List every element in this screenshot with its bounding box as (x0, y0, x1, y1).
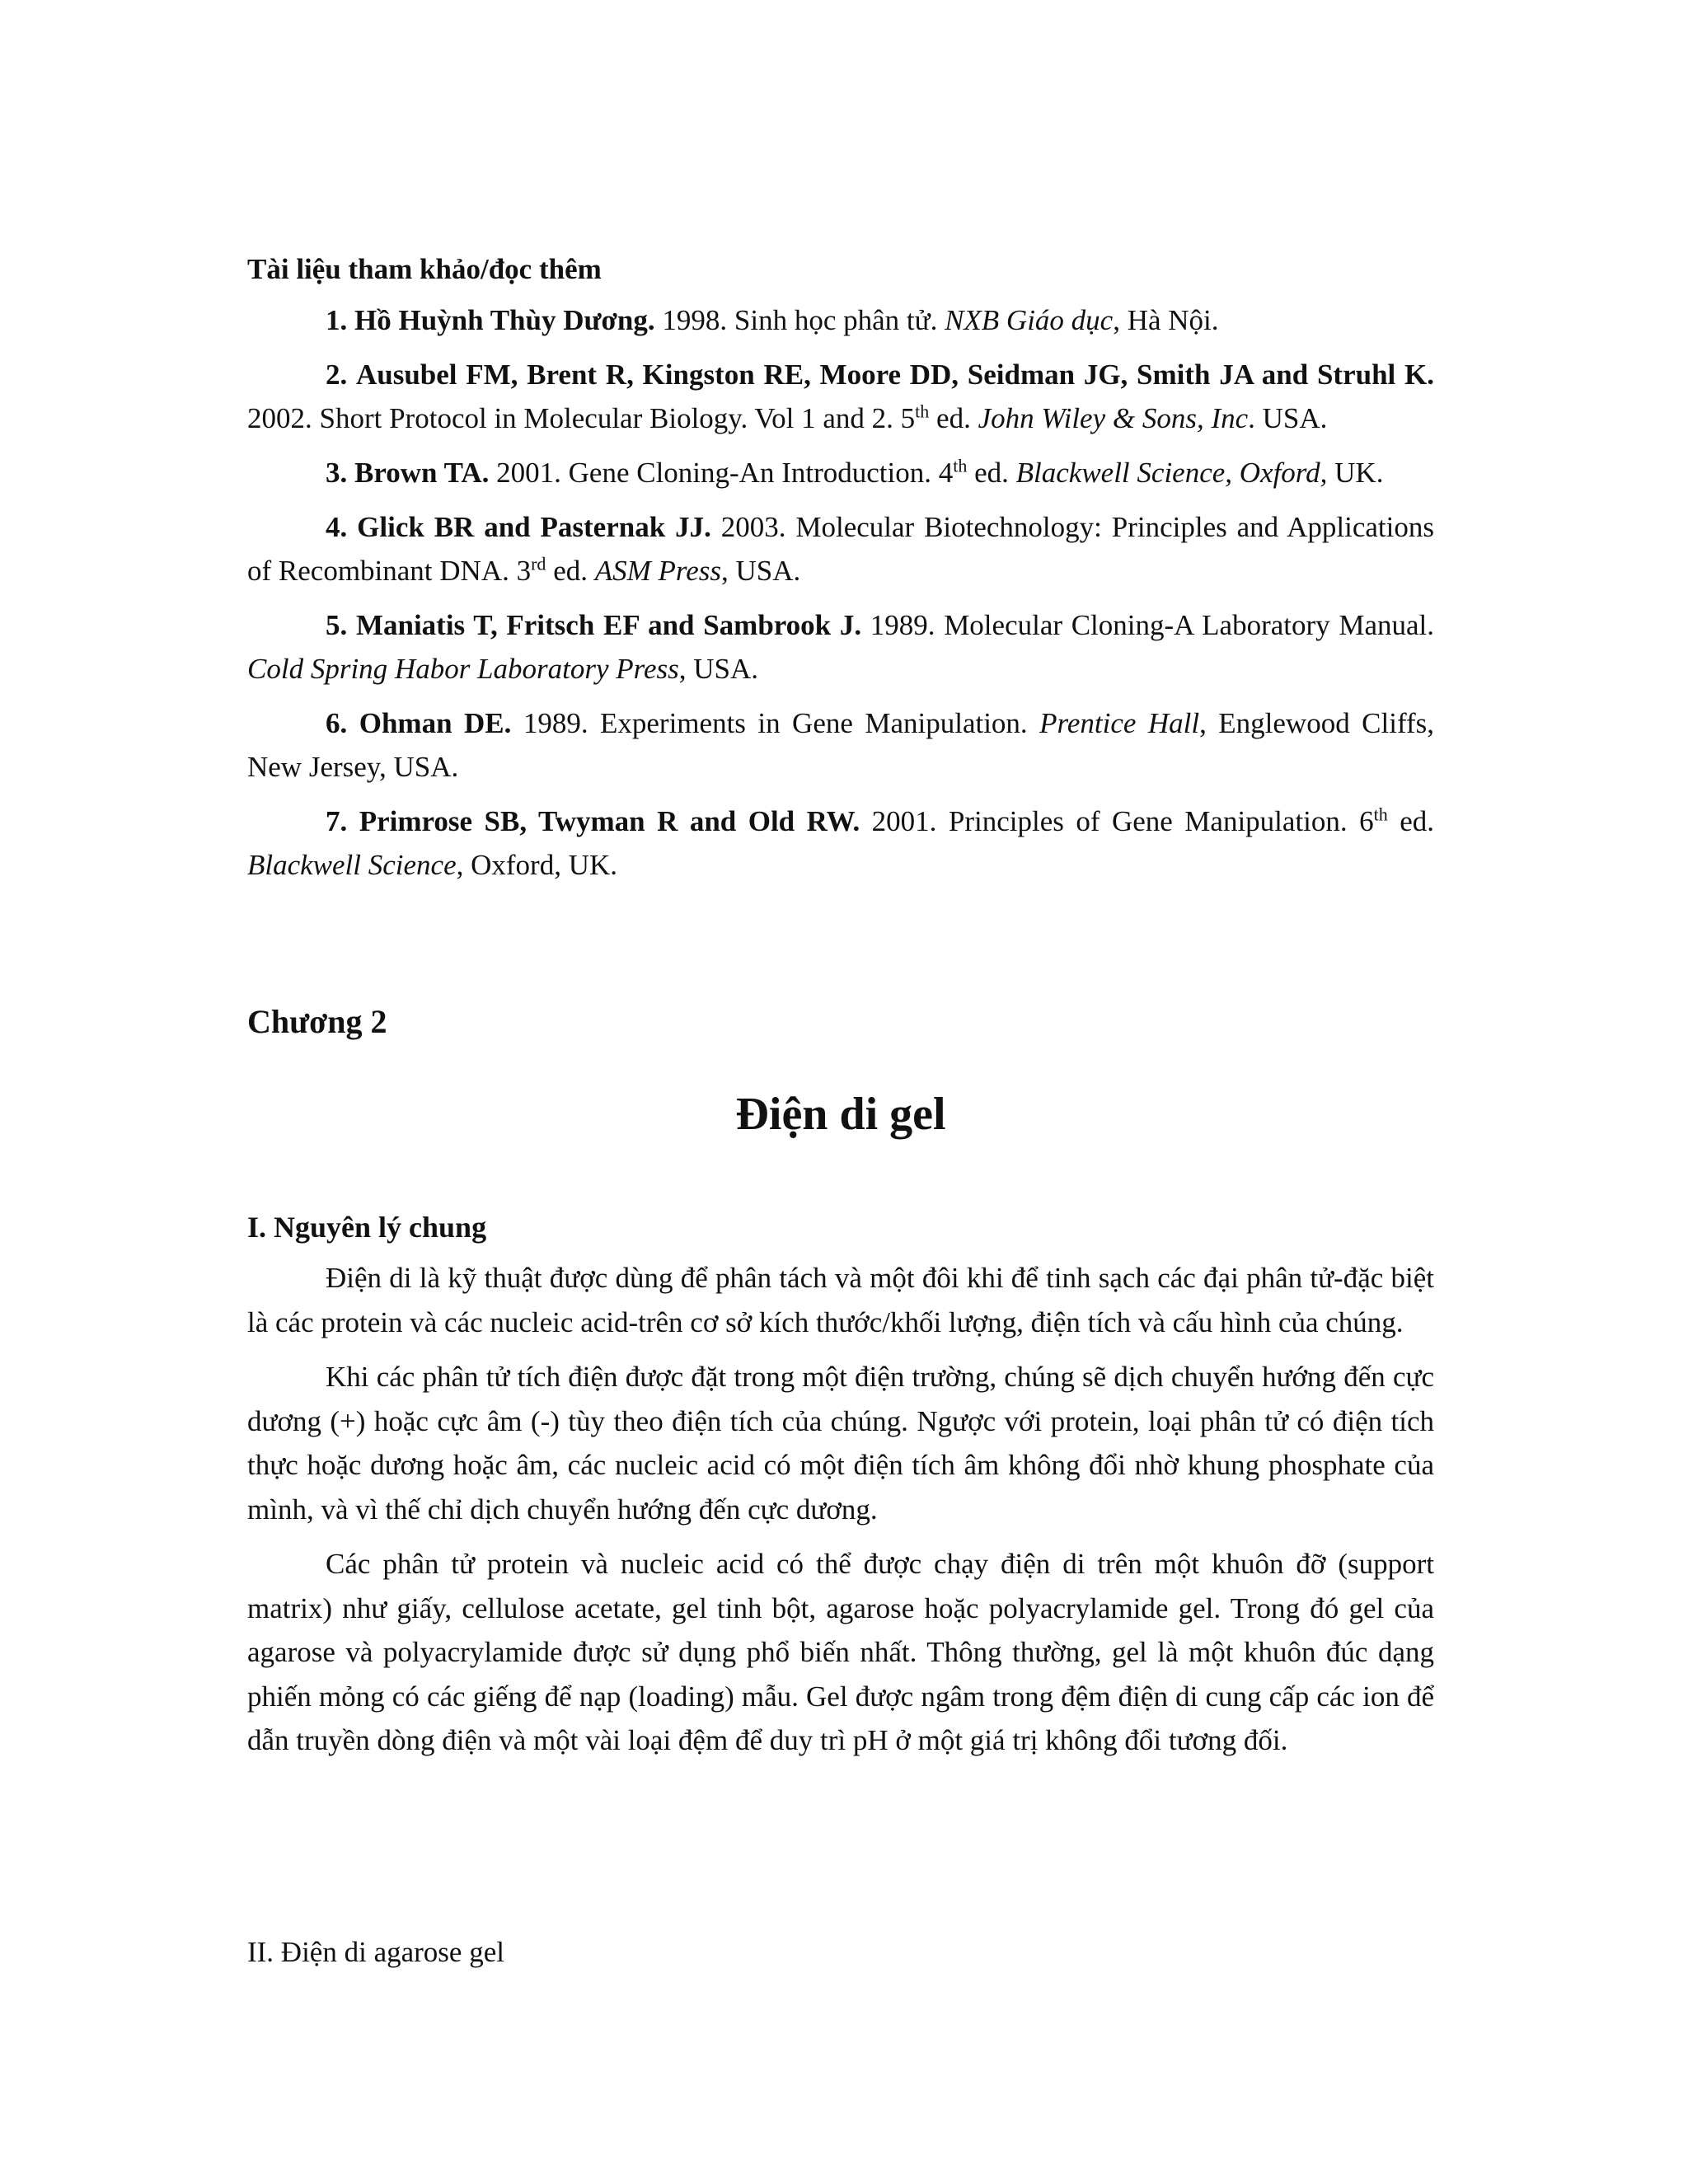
reference-body: 1989. Molecular Cloning-A Laboratory Manual. (861, 609, 1434, 641)
reference-number: 6. (326, 707, 348, 739)
reference-tail: , Hà Nội. (1113, 304, 1219, 336)
reference-mid: ed. (967, 457, 1016, 489)
reference-authors: Hồ Huỳnh Thùy Dương. (354, 304, 655, 336)
reference-tail: , USA. (721, 555, 801, 587)
reference-number: 7. (326, 805, 348, 837)
reference-mid: ed. (546, 555, 595, 587)
reference-edition-suffix: rd (531, 553, 546, 574)
reference-authors: Glick BR and Pasternak JJ. (357, 511, 711, 543)
section-body (247, 1256, 1434, 1774)
reference-tail: UK. (1327, 457, 1384, 489)
reference-publisher: Blackwell Science, Oxford, (1015, 457, 1328, 489)
section-heading-principles: I. Nguyên lý chung (247, 1211, 487, 1244)
reference-authors: Maniatis T, Fritsch EF and Sambrook J. (355, 609, 862, 641)
paragraph-2: Khi các phân tử tích điện được đặt trong một điện trường, chúng sẽ dịch chuyển hướng đến cực dương (+) hoặc cực âm (-) tùy theo điện tích của chúng. Ngược với protein, loại phân tử có điện tích thực hoặc dương hoặc âm, các nucleic acid có một điện tích âm không đổi nhờ khung phosphate của mình, và vì thế chỉ dịch chuyển hướng đến cực dương. (247, 1361, 1434, 1526)
reference-publisher: Blackwell Science (247, 849, 457, 881)
reference-tail: . USA. (1248, 402, 1328, 434)
reference-publisher: Cold Spring Habor Laboratory Press (247, 653, 679, 685)
reference-item-6 (247, 701, 1434, 789)
reference-item-7 (247, 799, 1434, 887)
paragraph-3: Các phân tử protein và nucleic acid có thể được chạy điện di trên một khuôn đỡ (support matrix) như giấy, cellulose acetate, gel tinh bột, agarose hoặc polyacrylamide gel. Trong đó gel của agarose và polyacrylamide được sử dụng phổ biến nhất. Thông thường, gel là một khuôn đúc dạng phiến mỏng có các giếng để nạp (loading) mẫu. Gel được ngâm trong đệm điện di cung cấp các ion để dẫn truyền dòng điện và một vài loại đệm để duy trì pH ở một giá trị không đổi tương đối. (247, 1548, 1434, 1756)
reference-body: 2003. Molecular Biotechnology: Principles and Applications of Recombinant DNA. 3 (247, 511, 1434, 587)
reference-body: 2001. Principles of Gene Manipulation. 6 (860, 805, 1374, 837)
reference-item-3 (247, 451, 1434, 494)
reference-tail: , USA. (678, 653, 759, 685)
reference-edition-suffix: th (953, 455, 968, 476)
reference-publisher: John Wiley & Sons, Inc (978, 402, 1249, 434)
chapter-label: Chương 2 (247, 1003, 387, 1040)
reference-authors: Ausubel FM, Brent R, Kingston RE, Moore DD, Seidman JG, Smith JA and Struhl K. (355, 359, 1434, 391)
reference-number: 1. (326, 304, 348, 336)
reference-number: 5. (326, 609, 348, 641)
reference-item-4 (247, 505, 1434, 593)
reference-tail: , Englewood Cliffs, New Jersey, USA. (247, 707, 1434, 783)
reference-item-1 (247, 298, 1434, 342)
reference-number: 3. (326, 457, 348, 489)
reference-mid: ed. (929, 402, 978, 434)
reference-body: 2001. Gene Cloning-An Introduction. 4 (489, 457, 954, 489)
reference-publisher: ASM Press (594, 555, 721, 587)
reference-publisher: Prentice Hall (1039, 707, 1200, 739)
reference-item-2 (247, 353, 1434, 440)
section-heading-agarose: II. Điện di agarose gel (247, 1936, 504, 1968)
reference-publisher: NXB Giáo dục (945, 304, 1114, 336)
reference-item-5 (247, 603, 1434, 691)
reference-authors: Brown TA. (354, 457, 490, 489)
reference-edition-suffix: th (915, 401, 930, 422)
reference-number: 2. (326, 359, 348, 391)
reference-authors: Primrose SB, Twyman R and Old RW. (359, 805, 860, 837)
reference-body: 1989. Experiments in Gene Manipulation. (511, 707, 1040, 739)
paragraph-1: Điện di là kỹ thuật được dùng để phân tách và một đôi khi để tinh sạch các đại phân tử-đặc biệt là các protein và các nucleic acid-trên cơ sở kích thước/khối lượng, điện tích và cấu hình của chúng. (247, 1262, 1434, 1338)
reference-body: 2002. Short Protocol in Molecular Biology. Vol 1 and 2. 5 (247, 402, 916, 434)
reference-number: 4. (326, 511, 348, 543)
reference-tail: , Oxford, UK. (456, 849, 618, 881)
reference-edition-suffix: th (1373, 804, 1388, 825)
references-list (247, 298, 1434, 898)
reference-authors: Ohman DE. (359, 707, 512, 739)
references-heading: Tài liệu tham khảo/đọc thêm (247, 253, 602, 285)
chapter-title: Điện di gel (735, 1089, 946, 1140)
reference-mid: ed. (1387, 805, 1435, 837)
reference-body: 1998. Sinh học phân tử. (654, 304, 945, 336)
